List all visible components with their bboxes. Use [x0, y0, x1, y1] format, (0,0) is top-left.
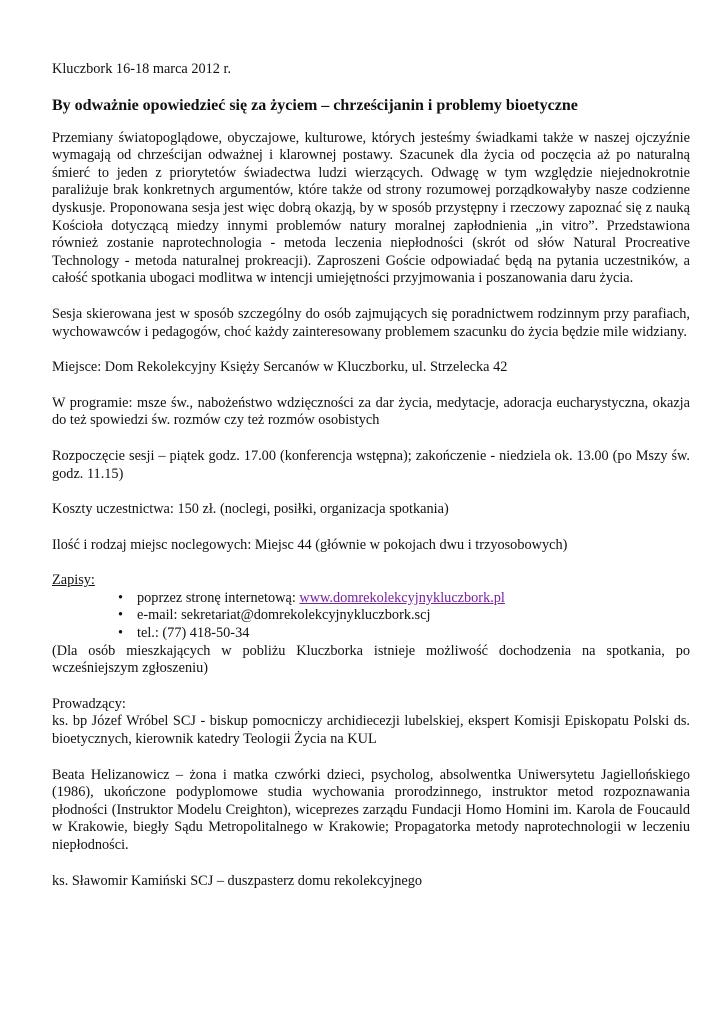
beds-line: Ilość i rodzaj miejsc noclegowych: Miejsc 44 (głównie w pokojach dwu i trzyosobowych)	[52, 536, 568, 553]
date-line: Kluczbork 16-18 marca 2012 r.	[52, 61, 232, 77]
website-link[interactable]: www.domrekolekcyjnykluczbork.pl	[299, 589, 505, 606]
registration-heading: Zapisy:	[52, 572, 95, 589]
audience-paragraph: Sesja skierowana jest w sposób szczególny do osób zajmujących się poradnictwem rodzinnym przy parafiach, wychowawców i pedagogów, choć każdy zainteresowany problemem szacunku do życia będzie mile widziany.	[52, 305, 690, 340]
hosts-heading: Prowadzący:	[52, 695, 126, 712]
phone-line: tel.: (77) 418-50-34	[137, 625, 250, 642]
bullet-icon: •	[118, 607, 124, 624]
list-item	[118, 590, 690, 608]
program-paragraph: W programie: msze św., nabożeństwo wdzięczności za dar życia, medytacje, adoracja eucharystyczna, okazja do też spowiedzi św. rozmów czy też rozmów osobistych	[52, 394, 690, 429]
bullet-icon: •	[118, 625, 124, 642]
list-item	[118, 607, 690, 625]
host-helizanowicz: Beata Helizanowicz – żona i matka czwórki dzieci, psycholog, absolwentka Uniwersytetu Jagiellońskiego (1986), ukończone podyplomowe studia wychowania prorodzinnego, instruktor metod rozpoznawania płodności (Instruktor Modelu Creighton), wiceprezes zarządu Fundacji Homo Homini im. Karola de Foucauld w Krakowie, biegły Sądu Metropolitalnego w Krakowie; Propagatorka metody naprotechnologii w leczeniu niepłodności.	[52, 766, 690, 853]
bullet-icon: •	[118, 589, 124, 606]
cost-line: Koszty uczestnictwa: 150 zł. (noclegi, posiłki, organizacja spotkania)	[52, 501, 449, 518]
email-line: e-mail: sekretariat@domrekolekcyjnykluczbork.scj	[137, 607, 431, 624]
registration-list	[52, 590, 690, 643]
host-bishop: ks. bp Józef Wróbel SCJ - biskup pomocniczy archidiecezji lubelskiej, ekspert Komisji Episkopatu Polski ds. bioetycznych, kierownik katedry Teologii Życia na KUL	[52, 713, 690, 748]
intro-paragraph: Przemiany światopoglądowe, obyczajowe, kulturowe, których jesteśmy świadkami także w naszej ojczyźnie wymagają od chrześcijan odważnej i klarownej postawy. Szacunek dla życia od poczęcia aż po naturalną śmierć to jeden z priorytetów świadectwa ludzi wierzących. Odwagę w tym względzie niejednokrotnie paraliżuje brak konkretnych argumentów, które także od strony rozumowej porządkowałyby nasze codzienne dyskusje. Proponowana sesja jest więc dobrą okazją, by w sposób przystępny i rzeczowy zapoznać się z nauką Kościoła dotyczącą miedzy innymi problemów natury moralnej zapłodnienia „in vitro”. Przedstawiona również zostanie naprotechnologia - metoda leczenia niepłodności (skrót od słów Natural Procreative Technology - metoda naturalnej prokreacji). Zaproszeni Goście odpowiadać będą na pytania uczestników, a całość spotkania ubogaci modlitwa w intencji umiejętności przyjmowania i poszanowania daru życia.	[52, 129, 690, 287]
place-line: Miejsce: Dom Rekolekcyjny Księży Sercanów w Kluczborku, ul. Strzelecka 42	[52, 359, 508, 376]
document-page	[52, 61, 690, 890]
registration-note: (Dla osób mieszkających w pobliżu Kluczborka istnieje możliwość dochodzenia na spotkania, po wcześniejszym zgłoszeniu)	[52, 642, 690, 677]
host-kaminski: ks. Sławomir Kamiński SCJ – duszpasterz domu rekolekcyjnego	[52, 872, 423, 889]
document-title: By odważnie opowiedzieć się za życiem – chrześcijanin i problemy bioetyczne	[52, 96, 578, 114]
schedule-paragraph: Rozpoczęcie sesji – piątek godz. 17.00 (konferencja wstępna); zakończenie - niedziela ok. 13.00 (po Mszy św. godz. 11.15)	[52, 447, 690, 482]
web-prefix: poprzez stronę internetową:	[137, 589, 296, 606]
list-item	[118, 625, 690, 643]
